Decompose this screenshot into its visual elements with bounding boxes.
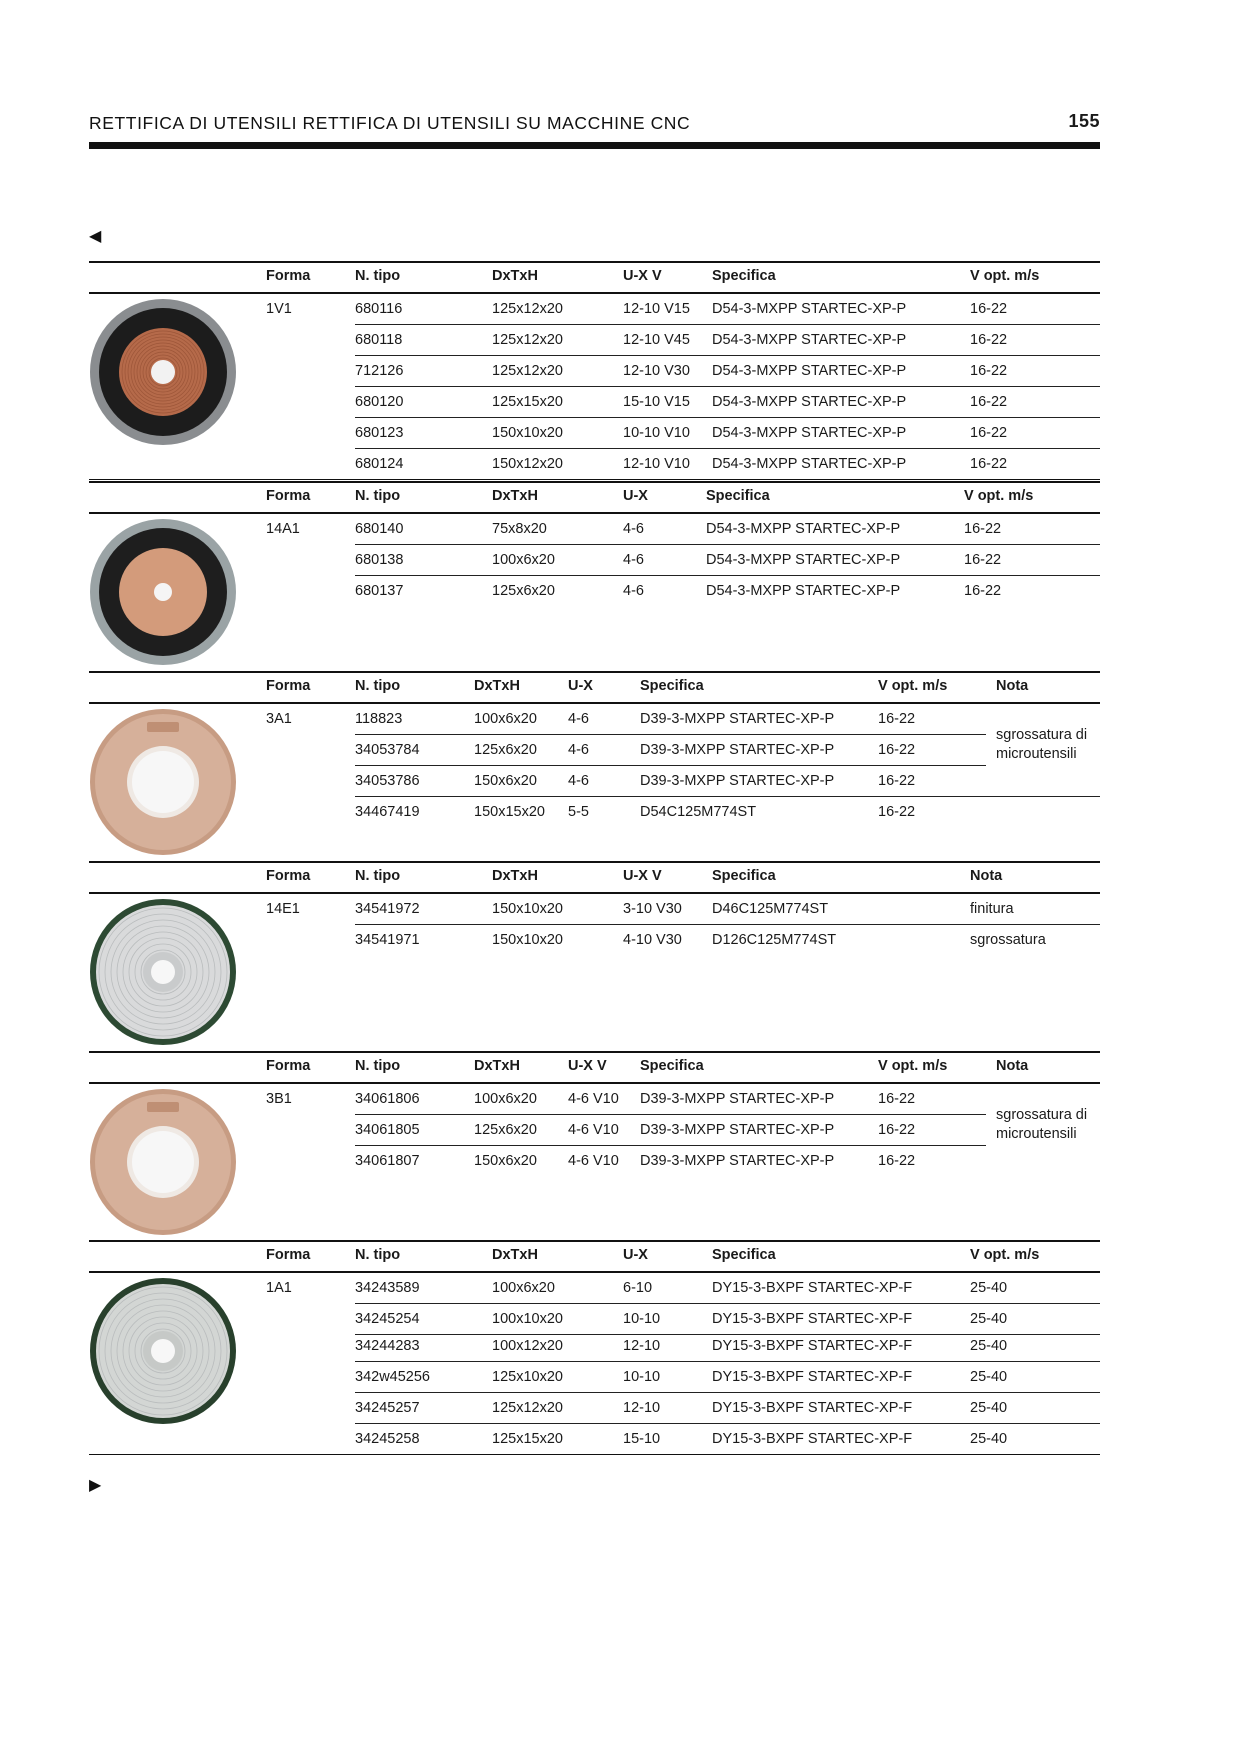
- table-cell: 25-40: [970, 1369, 1008, 1385]
- table-cell: 34061807: [355, 1153, 420, 1169]
- table-cell: D54-3-MXPP STARTEC-XP-P: [712, 425, 907, 441]
- table-cell: 6-10: [623, 1280, 653, 1296]
- forma-cell: 14A1: [266, 521, 300, 537]
- table-cell: 150x15x20: [474, 804, 545, 820]
- table-cell: 16-22: [878, 1091, 916, 1107]
- table-cell: 25-40: [970, 1431, 1008, 1447]
- table-cell: 125x12x20: [492, 301, 563, 317]
- table-cell: D39-3-MXPP STARTEC-XP-P: [640, 773, 835, 789]
- table-header-row: [89, 1240, 1100, 1273]
- table-cell: 34243589: [355, 1280, 420, 1296]
- table-cell: D39-3-MXPP STARTEC-XP-P: [640, 742, 835, 758]
- table-row: [266, 1424, 1100, 1455]
- table-cell: 100x6x20: [474, 1091, 537, 1107]
- column-header: V opt. m/s: [878, 678, 948, 694]
- table-cell: 12-10 V15: [623, 301, 690, 317]
- column-header: Forma: [266, 1058, 311, 1074]
- row-divider: [89, 1454, 1100, 1456]
- table-row: [266, 387, 1100, 418]
- table-row: [266, 1362, 1100, 1393]
- column-header: N. tipo: [355, 868, 401, 884]
- table-cell: 5-5: [568, 804, 589, 820]
- grinding-wheel-14e1-image: [89, 898, 237, 1046]
- table-cell: 100x6x20: [492, 552, 555, 568]
- column-header: U-X V: [623, 268, 662, 284]
- table-cell: D54-3-MXPP STARTEC-XP-P: [712, 394, 907, 410]
- column-header: DxTxH: [492, 1247, 538, 1263]
- column-header: DxTxH: [474, 1058, 520, 1074]
- nota-cell: sgrossatura di microutensili: [996, 727, 1088, 762]
- forma-cell: 3A1: [266, 711, 292, 727]
- table-cell: 16-22: [970, 394, 1008, 410]
- table-cell: 680118: [355, 332, 403, 348]
- table-row: [266, 1115, 1100, 1146]
- table-cell: 15-10: [623, 1431, 661, 1447]
- table-cell: 680120: [355, 394, 404, 410]
- table-cell: 16-22: [970, 332, 1008, 348]
- grinding-wheel-3b1-image: [89, 1088, 237, 1236]
- table-cell: 12-10: [623, 1400, 661, 1416]
- table-cell: D39-3-MXPP STARTEC-XP-P: [640, 1091, 835, 1107]
- table-cell: 125x12x20: [492, 332, 563, 348]
- table-cell: 16-22: [878, 711, 916, 727]
- table-cell: 680140: [355, 521, 404, 537]
- grinding-wheel-1v1-image: [89, 298, 237, 446]
- column-header: Specifica: [712, 1247, 776, 1263]
- grinding-wheel-image: [89, 1088, 237, 1236]
- grinding-wheel-image: [89, 518, 237, 666]
- table-cell: 125x15x20: [492, 394, 563, 410]
- table-row: [266, 294, 1100, 325]
- column-header: Specifica: [712, 268, 776, 284]
- table-header-row: [89, 1051, 1100, 1084]
- grinding-wheel-image: [89, 298, 237, 446]
- table-cell: 150x6x20: [474, 1153, 537, 1169]
- table-cell: 25-40: [970, 1338, 1008, 1354]
- forma-cell: 3B1: [266, 1091, 292, 1107]
- table-cell: D46C125M774ST: [712, 901, 829, 917]
- column-header: Nota: [996, 1058, 1029, 1074]
- table-row: [266, 1084, 1100, 1115]
- column-header: DxTxH: [492, 488, 538, 504]
- table-cell: 4-6: [623, 583, 644, 599]
- table-cell: 125x6x20: [474, 1122, 537, 1138]
- table-cell: DY15-3-BXPF STARTEC-XP-F: [712, 1369, 913, 1385]
- table-row: [266, 1331, 1100, 1362]
- table-cell: 342w45256: [355, 1369, 430, 1385]
- grinding-wheel-image: [89, 708, 237, 856]
- table-cell: 100x12x20: [492, 1338, 563, 1354]
- table-cell: DY15-3-BXPF STARTEC-XP-F: [712, 1431, 913, 1447]
- table-row: [266, 1146, 1100, 1177]
- table-row: [266, 797, 1100, 828]
- table-cell: D39-3-MXPP STARTEC-XP-P: [640, 1122, 835, 1138]
- column-header: Specifica: [640, 678, 704, 694]
- table-header-row: [89, 481, 1100, 514]
- table-cell: 25-40: [970, 1400, 1008, 1416]
- page-header: [89, 110, 1100, 150]
- table-cell: 712126: [355, 363, 404, 379]
- nota-cell: sgrossatura di microutensili: [996, 1107, 1088, 1142]
- table-cell: D54C125M774ST: [640, 804, 757, 820]
- column-header: N. tipo: [355, 1247, 401, 1263]
- table-row: [266, 449, 1100, 480]
- table-row: [266, 356, 1100, 387]
- table-cell: 680116: [355, 301, 403, 317]
- column-header: Forma: [266, 268, 311, 284]
- table-cell: 16-22: [970, 301, 1008, 317]
- table-row: [266, 325, 1100, 356]
- table-cell: 125x10x20: [492, 1369, 563, 1385]
- table-cell: 25-40: [970, 1311, 1008, 1327]
- forma-cell: 1A1: [266, 1280, 292, 1296]
- table-cell: D54-3-MXPP STARTEC-XP-P: [706, 583, 901, 599]
- grinding-wheel-image: [89, 898, 237, 1046]
- table-cell: 4-10 V30: [623, 932, 682, 948]
- table-cell: 16-22: [964, 521, 1002, 537]
- table-cell: 16-22: [878, 1122, 916, 1138]
- table-cell: D39-3-MXPP STARTEC-XP-P: [640, 711, 835, 727]
- table-cell: 3-10 V30: [623, 901, 682, 917]
- column-header: Forma: [266, 488, 311, 504]
- column-header: V opt. m/s: [970, 1247, 1040, 1263]
- column-header: DxTxH: [492, 268, 538, 284]
- table-cell: D39-3-MXPP STARTEC-XP-P: [640, 1153, 835, 1169]
- table-cell: 680123: [355, 425, 404, 441]
- table-cell: finitura: [970, 901, 1014, 917]
- column-header: Nota: [970, 868, 1003, 884]
- table-cell: DY15-3-BXPF STARTEC-XP-F: [712, 1400, 913, 1416]
- table-cell: 34061806: [355, 1091, 420, 1107]
- table-cell: 34061805: [355, 1122, 420, 1138]
- table-row: [266, 766, 1100, 797]
- column-header: V opt. m/s: [878, 1058, 948, 1074]
- table-cell: 16-22: [964, 583, 1002, 599]
- table-cell: D126C125M774ST: [712, 932, 837, 948]
- table-cell: 34541972: [355, 901, 420, 917]
- table-cell: 4-6: [623, 521, 644, 537]
- table-row: [266, 418, 1100, 449]
- table-cell: 4-6: [568, 711, 589, 727]
- table-cell: 10-10: [623, 1369, 661, 1385]
- table-cell: 100x6x20: [474, 711, 537, 727]
- table-cell: 680138: [355, 552, 404, 568]
- column-header: U-X: [623, 1247, 648, 1263]
- table-cell: 10-10: [623, 1311, 661, 1327]
- table-cell: 12-10 V10: [623, 456, 690, 472]
- grinding-wheel-1a1-image: [89, 1277, 237, 1425]
- table-cell: 16-22: [878, 773, 916, 789]
- grinding-wheel-image: [89, 1277, 237, 1425]
- table-cell: 16-22: [970, 456, 1008, 472]
- column-header: V opt. m/s: [964, 488, 1034, 504]
- table-cell: D54-3-MXPP STARTEC-XP-P: [706, 552, 901, 568]
- grinding-wheel-14a1-image: [89, 518, 237, 666]
- column-header: Specifica: [706, 488, 770, 504]
- column-header: Specifica: [712, 868, 776, 884]
- table-cell: D54-3-MXPP STARTEC-XP-P: [706, 521, 901, 537]
- table-row: [266, 735, 1100, 766]
- table-row: [266, 576, 1100, 607]
- table-cell: 25-40: [970, 1280, 1008, 1296]
- table-cell: 680124: [355, 456, 404, 472]
- table-cell: 15-10 V15: [623, 394, 690, 410]
- table-cell: 125x15x20: [492, 1431, 563, 1447]
- table-cell: 680137: [355, 583, 404, 599]
- table-cell: 100x6x20: [492, 1280, 555, 1296]
- forward-arrow-icon[interactable]: ▶: [89, 1477, 102, 1494]
- column-header: N. tipo: [355, 1058, 401, 1074]
- column-header: Forma: [266, 678, 311, 694]
- column-header: U-X: [623, 488, 648, 504]
- header-rule: [89, 142, 1100, 149]
- column-header: V opt. m/s: [970, 268, 1040, 284]
- table-cell: 34053786: [355, 773, 420, 789]
- table-header-row: [89, 671, 1100, 704]
- table-cell: 150x6x20: [474, 773, 537, 789]
- table-row: [266, 1273, 1100, 1304]
- grinding-wheel-3a1-image: [89, 708, 237, 856]
- table-cell: 10-10 V10: [623, 425, 690, 441]
- table-cell: 16-22: [970, 425, 1008, 441]
- table-cell: 125x6x20: [474, 742, 537, 758]
- table-cell: DY15-3-BXPF STARTEC-XP-F: [712, 1311, 913, 1327]
- table-row: [266, 704, 1100, 735]
- table-cell: 125x12x20: [492, 363, 563, 379]
- table-cell: 4-6: [568, 742, 589, 758]
- table-row: [266, 925, 1100, 956]
- table-cell: 12-10: [623, 1338, 661, 1354]
- row-divider: [89, 479, 1100, 481]
- table-cell: 16-22: [878, 742, 916, 758]
- table-cell: 34244283: [355, 1338, 420, 1354]
- table-header-row: [89, 861, 1100, 894]
- page-title: RETTIFICA DI UTENSILI RETTIFICA DI UTENSILI SU MACCHINE CNC: [89, 113, 691, 133]
- table-cell: 4-6 V10: [568, 1153, 619, 1169]
- column-header: U-X V: [568, 1058, 607, 1074]
- table-cell: 16-22: [970, 363, 1008, 379]
- table-row: [266, 1393, 1100, 1424]
- table-cell: 16-22: [878, 804, 916, 820]
- column-header: N. tipo: [355, 268, 401, 284]
- table-cell: 34053784: [355, 742, 420, 758]
- table-cell: D54-3-MXPP STARTEC-XP-P: [712, 301, 907, 317]
- table-cell: 125x12x20: [492, 1400, 563, 1416]
- table-row: [266, 545, 1100, 576]
- table-cell: 150x10x20: [492, 901, 563, 917]
- table-cell: 75x8x20: [492, 521, 547, 537]
- back-arrow-icon[interactable]: ◀: [89, 228, 102, 245]
- column-header: N. tipo: [355, 488, 401, 504]
- table-row: [266, 514, 1100, 545]
- table-cell: D54-3-MXPP STARTEC-XP-P: [712, 363, 907, 379]
- forma-cell: 1V1: [266, 301, 292, 317]
- table-cell: 125x6x20: [492, 583, 555, 599]
- table-cell: 12-10 V30: [623, 363, 690, 379]
- table-cell: 34245257: [355, 1400, 420, 1416]
- table-cell: 150x10x20: [492, 932, 563, 948]
- column-header: U-X V: [623, 868, 662, 884]
- table-cell: 34467419: [355, 804, 420, 820]
- column-header: DxTxH: [492, 868, 538, 884]
- table-cell: 4-6 V10: [568, 1091, 619, 1107]
- table-cell: 150x10x20: [492, 425, 563, 441]
- column-header: U-X: [568, 678, 593, 694]
- column-header: Forma: [266, 1247, 311, 1263]
- forma-cell: 14E1: [266, 901, 300, 917]
- table-header-row: [89, 261, 1100, 294]
- table-cell: DY15-3-BXPF STARTEC-XP-F: [712, 1338, 913, 1354]
- column-header: Forma: [266, 868, 311, 884]
- table-cell: 100x10x20: [492, 1311, 563, 1327]
- table-cell: 150x12x20: [492, 456, 563, 472]
- table-cell: 12-10 V45: [623, 332, 690, 348]
- page-number: 155: [1068, 111, 1100, 131]
- column-header: Nota: [996, 678, 1029, 694]
- column-header: Specifica: [640, 1058, 704, 1074]
- table-cell: 34245254: [355, 1311, 420, 1327]
- table-cell: 34541971: [355, 932, 420, 948]
- table-cell: 4-6: [623, 552, 644, 568]
- table-cell: 16-22: [878, 1153, 916, 1169]
- table-cell: 4-6: [568, 773, 589, 789]
- table-row: [266, 894, 1100, 925]
- table-cell: 118823: [355, 711, 403, 727]
- table-cell: 34245258: [355, 1431, 420, 1447]
- table-cell: 16-22: [964, 552, 1002, 568]
- table-cell: D54-3-MXPP STARTEC-XP-P: [712, 456, 907, 472]
- table-cell: sgrossatura: [970, 932, 1046, 948]
- column-header: DxTxH: [474, 678, 520, 694]
- column-header: N. tipo: [355, 678, 401, 694]
- table-cell: DY15-3-BXPF STARTEC-XP-F: [712, 1280, 913, 1296]
- table-cell: D54-3-MXPP STARTEC-XP-P: [712, 332, 907, 348]
- table-cell: 4-6 V10: [568, 1122, 619, 1138]
